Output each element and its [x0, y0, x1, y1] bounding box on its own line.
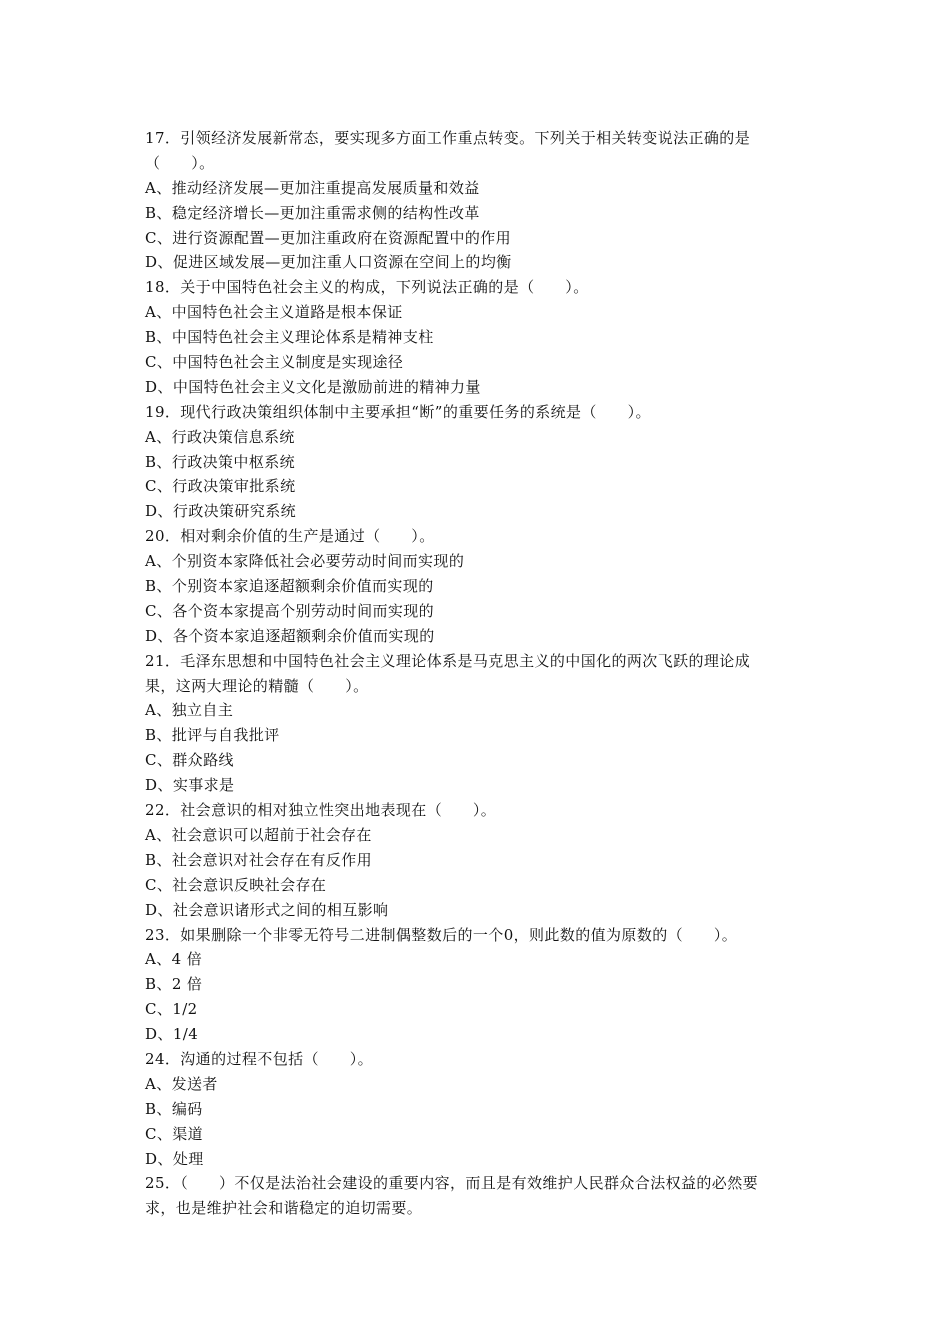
- option-c: C、1/2: [145, 1000, 198, 1019]
- question-20: [145, 524, 810, 648]
- question-17: [145, 126, 810, 275]
- option-c: C、社会意识反映社会存在: [145, 875, 327, 894]
- option-c: C、中国特色社会主义制度是实现途径: [145, 353, 404, 372]
- option-c: C、进行资源配置—更加注重政府在资源配置中的作用: [145, 228, 512, 247]
- option-c: C、各个资本家提高个别劳动时间而实现的: [145, 601, 435, 620]
- option-a: A、推动经济发展—更加注重提高发展质量和效益: [145, 178, 480, 197]
- option-d: D、实事求是: [145, 776, 235, 795]
- option-b: B、2 倍: [145, 975, 203, 994]
- document-page: [145, 126, 810, 1221]
- option-d: D、行政决策研究系统: [145, 502, 297, 521]
- option-a: A、社会意识可以超前于社会存在: [145, 825, 372, 844]
- question-25: [145, 1171, 810, 1221]
- question-stem: （ ）。: [145, 153, 215, 172]
- option-a: A、4 倍: [145, 950, 203, 969]
- option-d: D、中国特色社会主义文化是激励前进的精神力量: [145, 377, 481, 396]
- question-24: [145, 1047, 810, 1171]
- question-23: [145, 923, 810, 1047]
- question-21: [145, 649, 810, 798]
- question-stem: 25．（ ）不仅是法治社会建设的重要内容，而且是有效维护人民群众合法权益的必然要: [145, 1174, 758, 1193]
- option-a: A、中国特色社会主义道路是根本保证: [145, 303, 403, 322]
- option-b: B、编码: [145, 1099, 203, 1118]
- option-b: B、批评与自我批评: [145, 726, 280, 745]
- question-stem: 21．毛泽东思想和中国特色社会主义理论体系是马克思主义的中国化的两次飞跃的理论成: [145, 651, 751, 670]
- option-c: C、群众路线: [145, 751, 234, 770]
- option-d: D、促进区域发展—更加注重人口资源在空间上的均衡: [145, 253, 512, 272]
- option-a: A、独立自主: [145, 701, 234, 720]
- option-a: A、个别资本家降低社会必要劳动时间而实现的: [145, 552, 465, 571]
- option-d: D、1/4: [145, 1025, 199, 1044]
- question-stem: 20．相对剩余价值的生产是通过（ ）。: [145, 527, 435, 546]
- option-c: C、行政决策审批系统: [145, 477, 296, 496]
- question-19: [145, 400, 810, 524]
- question-stem: 18．关于中国特色社会主义的构成，下列说法正确的是（ ）。: [145, 278, 589, 297]
- option-d: D、处理: [145, 1149, 204, 1168]
- question-stem: 22．社会意识的相对独立性突出地表现在（ ）。: [145, 801, 497, 820]
- question-stem: 求，也是维护社会和谐稳定的迫切需要。: [145, 1199, 423, 1218]
- question-22: [145, 798, 810, 922]
- option-b: B、中国特色社会主义理论体系是精神支柱: [145, 328, 434, 347]
- option-d: D、社会意识诸形式之间的相互影响: [145, 900, 389, 919]
- option-b: B、个别资本家追逐超额剩余价值而实现的: [145, 577, 434, 596]
- question-18: [145, 275, 810, 399]
- question-stem: 17．引领经济发展新常态，要实现多方面工作重点转变。下列关于相关转变说法正确的是: [145, 129, 751, 147]
- question-stem: 19．现代行政决策组织体制中主要承担“断”的重要任务的系统是（ ）。: [145, 402, 651, 421]
- question-stem: 23．如果删除一个非零无符号二进制偶整数后的一个0，则此数的值为原数的（ ）。: [145, 925, 738, 944]
- option-c: C、渠道: [145, 1124, 204, 1143]
- option-a: A、发送者: [145, 1074, 218, 1093]
- question-stem: 果，这两大理论的精髓（ ）。: [145, 676, 369, 695]
- option-b: B、稳定经济增长—更加注重需求侧的结构性改革: [145, 203, 480, 222]
- question-stem: 24．沟通的过程不包括（ ）。: [145, 1049, 373, 1068]
- option-a: A、行政决策信息系统: [145, 427, 295, 446]
- option-b: B、社会意识对社会存在有反作用: [145, 850, 373, 869]
- option-b: B、行政决策中枢系统: [145, 452, 296, 471]
- option-d: D、各个资本家追逐超额剩余价值而实现的: [145, 626, 435, 645]
